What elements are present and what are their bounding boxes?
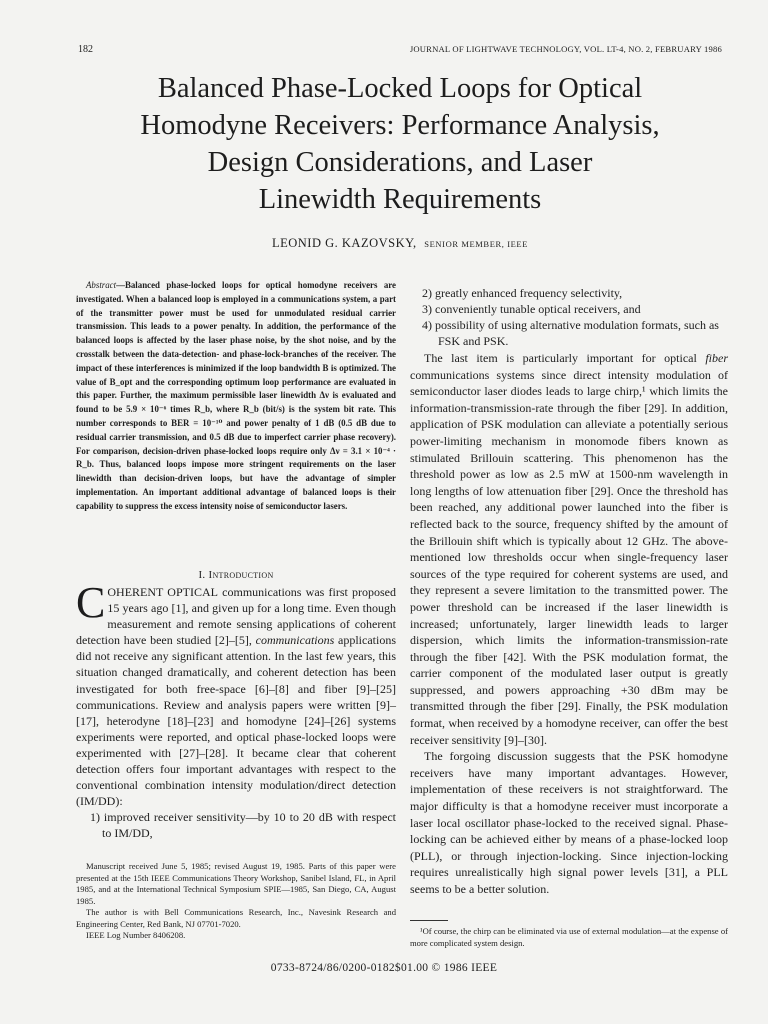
body-emphasis: fiber — [705, 351, 728, 365]
body-text: The last item is particularly important for optical — [424, 351, 706, 365]
introduction-text — [76, 578, 397, 842]
section-number: I. — [198, 569, 206, 581]
body-text-right — [410, 350, 728, 898]
drop-cap: C — [76, 578, 106, 627]
footnote-paragraph: Manuscript received June 5, 1985; revised August 19, 1985. Parts of this paper were presented at the 15th IEEE Communications Theory Workshop, Sanibel Island, FL, in April 1985, and at the International Technical Symposium SPIE—1985, San Diego, CA, August 1985. — [76, 861, 396, 906]
paper-title — [80, 70, 720, 218]
list-item: 3) conveniently tunable optical receivers, and — [422, 302, 641, 317]
abstract-text: —Balanced phase-locked loops for optical homodyne receivers are investigated. When a balanced loop is employed in a communications system, a part of the transmitter power must be used for unmodulated residual carrier transmission. This leads to a power penalty. In addition, the performance of the balanced loops is affected by the laser phase noise, by the shot noise, and by the crosstalk between the data-detection- and phase-lock-branches of the receiver. The impact of these interferences is minimized if the loop bandwidth B is optimized. The value of B_opt and the corresponding optimum loop performance are evaluated in this paper. Further, the maximum permissible laser linewidth Δν is evaluated and found to be 5.9 × 10⁻⁶ times R_b, where R_b (bit/s) is the system bit rate. This number corresponds to BER = 10⁻¹⁰ and power penalty of 1 dB (0.5 dB due to residual carrier transmission, and 0.5 dB due to imperfect carrier phase recovery). For comparison, decision-driven phase-locked loops require only Δν = 3.1 × 10⁻⁴ · R_b. Thus, balanced loops impose more stringent requirements on the laser linewidth than decision-driven loops, but have the advantage of simpler implementation. An important additional advantage of balanced loops is their capability to suppress the excess intensity noise of semiconductor lasers. — [76, 280, 396, 511]
intro-emphasis: communications — [255, 633, 335, 648]
section-heading — [76, 569, 396, 581]
section-title: Introduction — [208, 569, 274, 581]
footnote-rule — [410, 920, 448, 921]
manuscript-footnote — [76, 861, 396, 942]
abstract-label: Abstract — [86, 280, 117, 290]
abstract — [76, 279, 396, 514]
body-paragraph: The forgoing discussion suggests that the PSK homodyne receivers have many important advantages. However, implementation of these receivers is not straightforward. The major difficulty is that a homodyne receiver must incorporate a laser local oscillator phase-locked to the received signal. Phase-locking can be achieved either by means of a phase-locked loop (PLL), or through injection-locking. Since injection-locking requires unrealistically high signal power levels [31], a PLL seems to be a better solution. — [410, 749, 728, 896]
body-text: communications systems since direct intensity modulation of semiconductor laser diodes leads to large chirp,¹ which limits the information-transmission-rate through the fiber [29]. In addition, application of PSK modulation can alleviate a potentially serious power-limiting mechanism in monomode fibers known as stimulated Brillouin scattering. This phenomenon has the threshold power as low as 2.5 mW at 1500-nm wavelength in long lengths of low attenuation fiber [29]. Once the threshold has been reached, any additional power launched into the fiber is reflected back to the source, frequency shifted by the amount of the Brillouin shift which is typically about 12 GHz. The above-mentioned low thresholds occur when single-frequency laser sources of the type required for coherent systems are used, and they represent a severe limitation to the transmitted power. The power threshold can be increased if the laser linewidth is increased; unfortunately, larger linewidth leads to larger dispersion, which limits the information-transmission-rate through the fiber [42]. With the PSK modulation format, the carrier component of the modulated laser output is greatly suppressed, and powers approaching +30 dBm may be transmitted through the fiber [29]. Finally, the PSK modulation format, when received by a homodyne receiver, can offer the best receiver sensitivity [9]–[30]. — [410, 367, 728, 747]
footnote-paragraph: IEEE Log Number 8406208. — [86, 930, 186, 940]
list-item: 4) possibility of using alternative modulation formats, such as FSK and PSK. — [422, 318, 719, 349]
author-line — [80, 236, 720, 251]
title-line: Design Considerations, and Laser — [207, 147, 593, 178]
title-line: Homodyne Receivers: Performance Analysis, — [140, 110, 660, 141]
advantages-list — [76, 809, 396, 841]
intro-text-b: applications did not receive any significant attention. In the last few years, this situation changed dramatically, and coherent detection has been investigated for both free-space [6]–[8] and fiber [9]–[25] communications. Review and analysis papers were written [9]–[17], heterodyne [18]–[23] and homodyne [24]–[26] systems experiments were reported, and optical phase-locked loops were experimented with [27]–[28]. It became clear that coherent detection offers four important advantages with respect to the conventional combination intensity modulation/direct detection (IM/DD): — [76, 633, 397, 809]
list-item: 1) improved receiver sensitivity—by 10 to 20 dB with respect to IM/DD, — [90, 810, 396, 841]
running-head: JOURNAL OF LIGHTWAVE TECHNOLOGY, VOL. LT-4, NO. 2, FEBRUARY 1986 — [409, 44, 722, 54]
intro-lead: OHERENT OPTICAL — [107, 585, 218, 599]
author-affiliation: SENIOR MEMBER, IEEE — [424, 239, 529, 249]
title-line: Balanced Phase-Locked Loops for Optical — [157, 73, 643, 104]
intro-text-a: communications was first proposed 15 years ago [1], and given up for a long time. Even though measurement and remote sensing applications of coherent detection have been studied [2]–[5], — [76, 585, 396, 648]
copyright-line: 0733-8724/86/0200-0182$01.00 © 1986 IEEE — [270, 962, 498, 974]
page-number: 182 — [78, 44, 93, 55]
advantages-list-continued — [410, 285, 728, 349]
title-line: Linewidth Requirements — [258, 184, 542, 215]
author-name: LEONID G. KAZOVSKY, — [271, 236, 417, 250]
body-paragraph — [410, 350, 728, 748]
footnote-paragraph: The author is with Bell Communications Research, Inc., Navesink Research and Engineering Center, Red Bank, NJ 07701-7020. — [76, 907, 396, 929]
list-item: 2) greatly enhanced frequency selectivity, — [422, 286, 623, 300]
chirp-footnote: ¹Of course, the chirp can be eliminated via use of external modulation—at the expense of more complicated system design. — [410, 926, 728, 948]
